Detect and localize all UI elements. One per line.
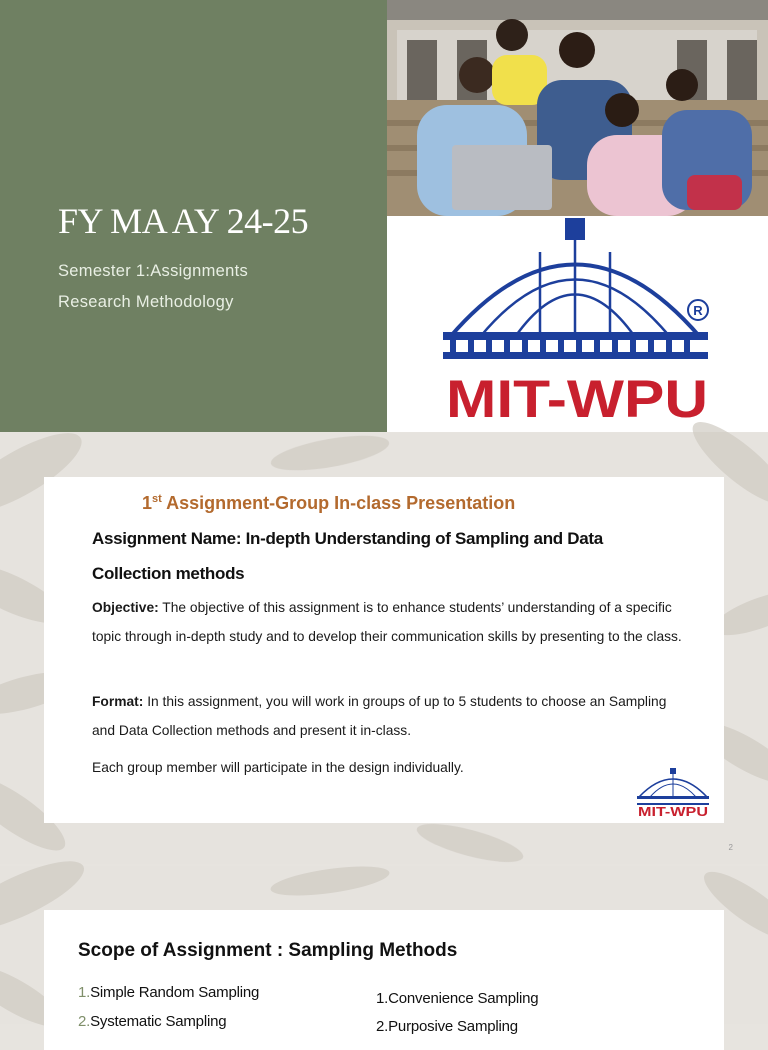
- participation-paragraph: Each group member will participate in the design individually.: [92, 760, 464, 775]
- slide-title: FY MA AY 24-25: [58, 201, 309, 241]
- sampling-method-item: 2.Systematic Sampling: [78, 1013, 227, 1030]
- assignment-heading: 1st Assignment-Group In-class Presentation: [142, 493, 516, 513]
- students-photo: [387, 0, 768, 216]
- title-slide: [0, 0, 768, 432]
- scope-card: [44, 910, 724, 1050]
- sampling-method-item: 1.Convenience Sampling: [376, 990, 539, 1007]
- sampling-method-item: 1.Simple Random Sampling: [78, 984, 260, 1001]
- svg-text:MIT-WPU: MIT-WPU: [446, 370, 708, 429]
- format-paragraph: Format: In this assignment, you will work in groups of up to 5 students to choose an Sampling and Data Collection methods and present it in-class.: [92, 694, 667, 738]
- assignment-card: [44, 477, 724, 823]
- assignment-name: Assignment Name: In-depth Understanding of Sampling and Data Collection methods: [92, 529, 603, 583]
- objective-paragraph: Objective: The objective of this assignment is to enhance students’ understanding of a specific topic through in-depth study and to develop their communication skills by presenting to the class.: [92, 600, 682, 644]
- mit-wpu-logo: [440, 212, 720, 427]
- subtitle-line-1: Semester 1:Assignments: [58, 262, 249, 280]
- svg-text:MIT-WPU: MIT-WPU: [638, 804, 708, 819]
- mit-wpu-small-logo: [634, 767, 712, 817]
- scope-slide: [0, 866, 768, 1035]
- scope-heading: Scope of Assignment : Sampling Methods: [78, 940, 458, 961]
- svg-text:R: R: [693, 303, 703, 318]
- page-number: 2: [728, 843, 733, 852]
- assignment-slide: [0, 433, 768, 864]
- sampling-method-item: 2.Purposive Sampling: [376, 1018, 518, 1035]
- subtitle-line-2: Research Methodology: [58, 293, 234, 311]
